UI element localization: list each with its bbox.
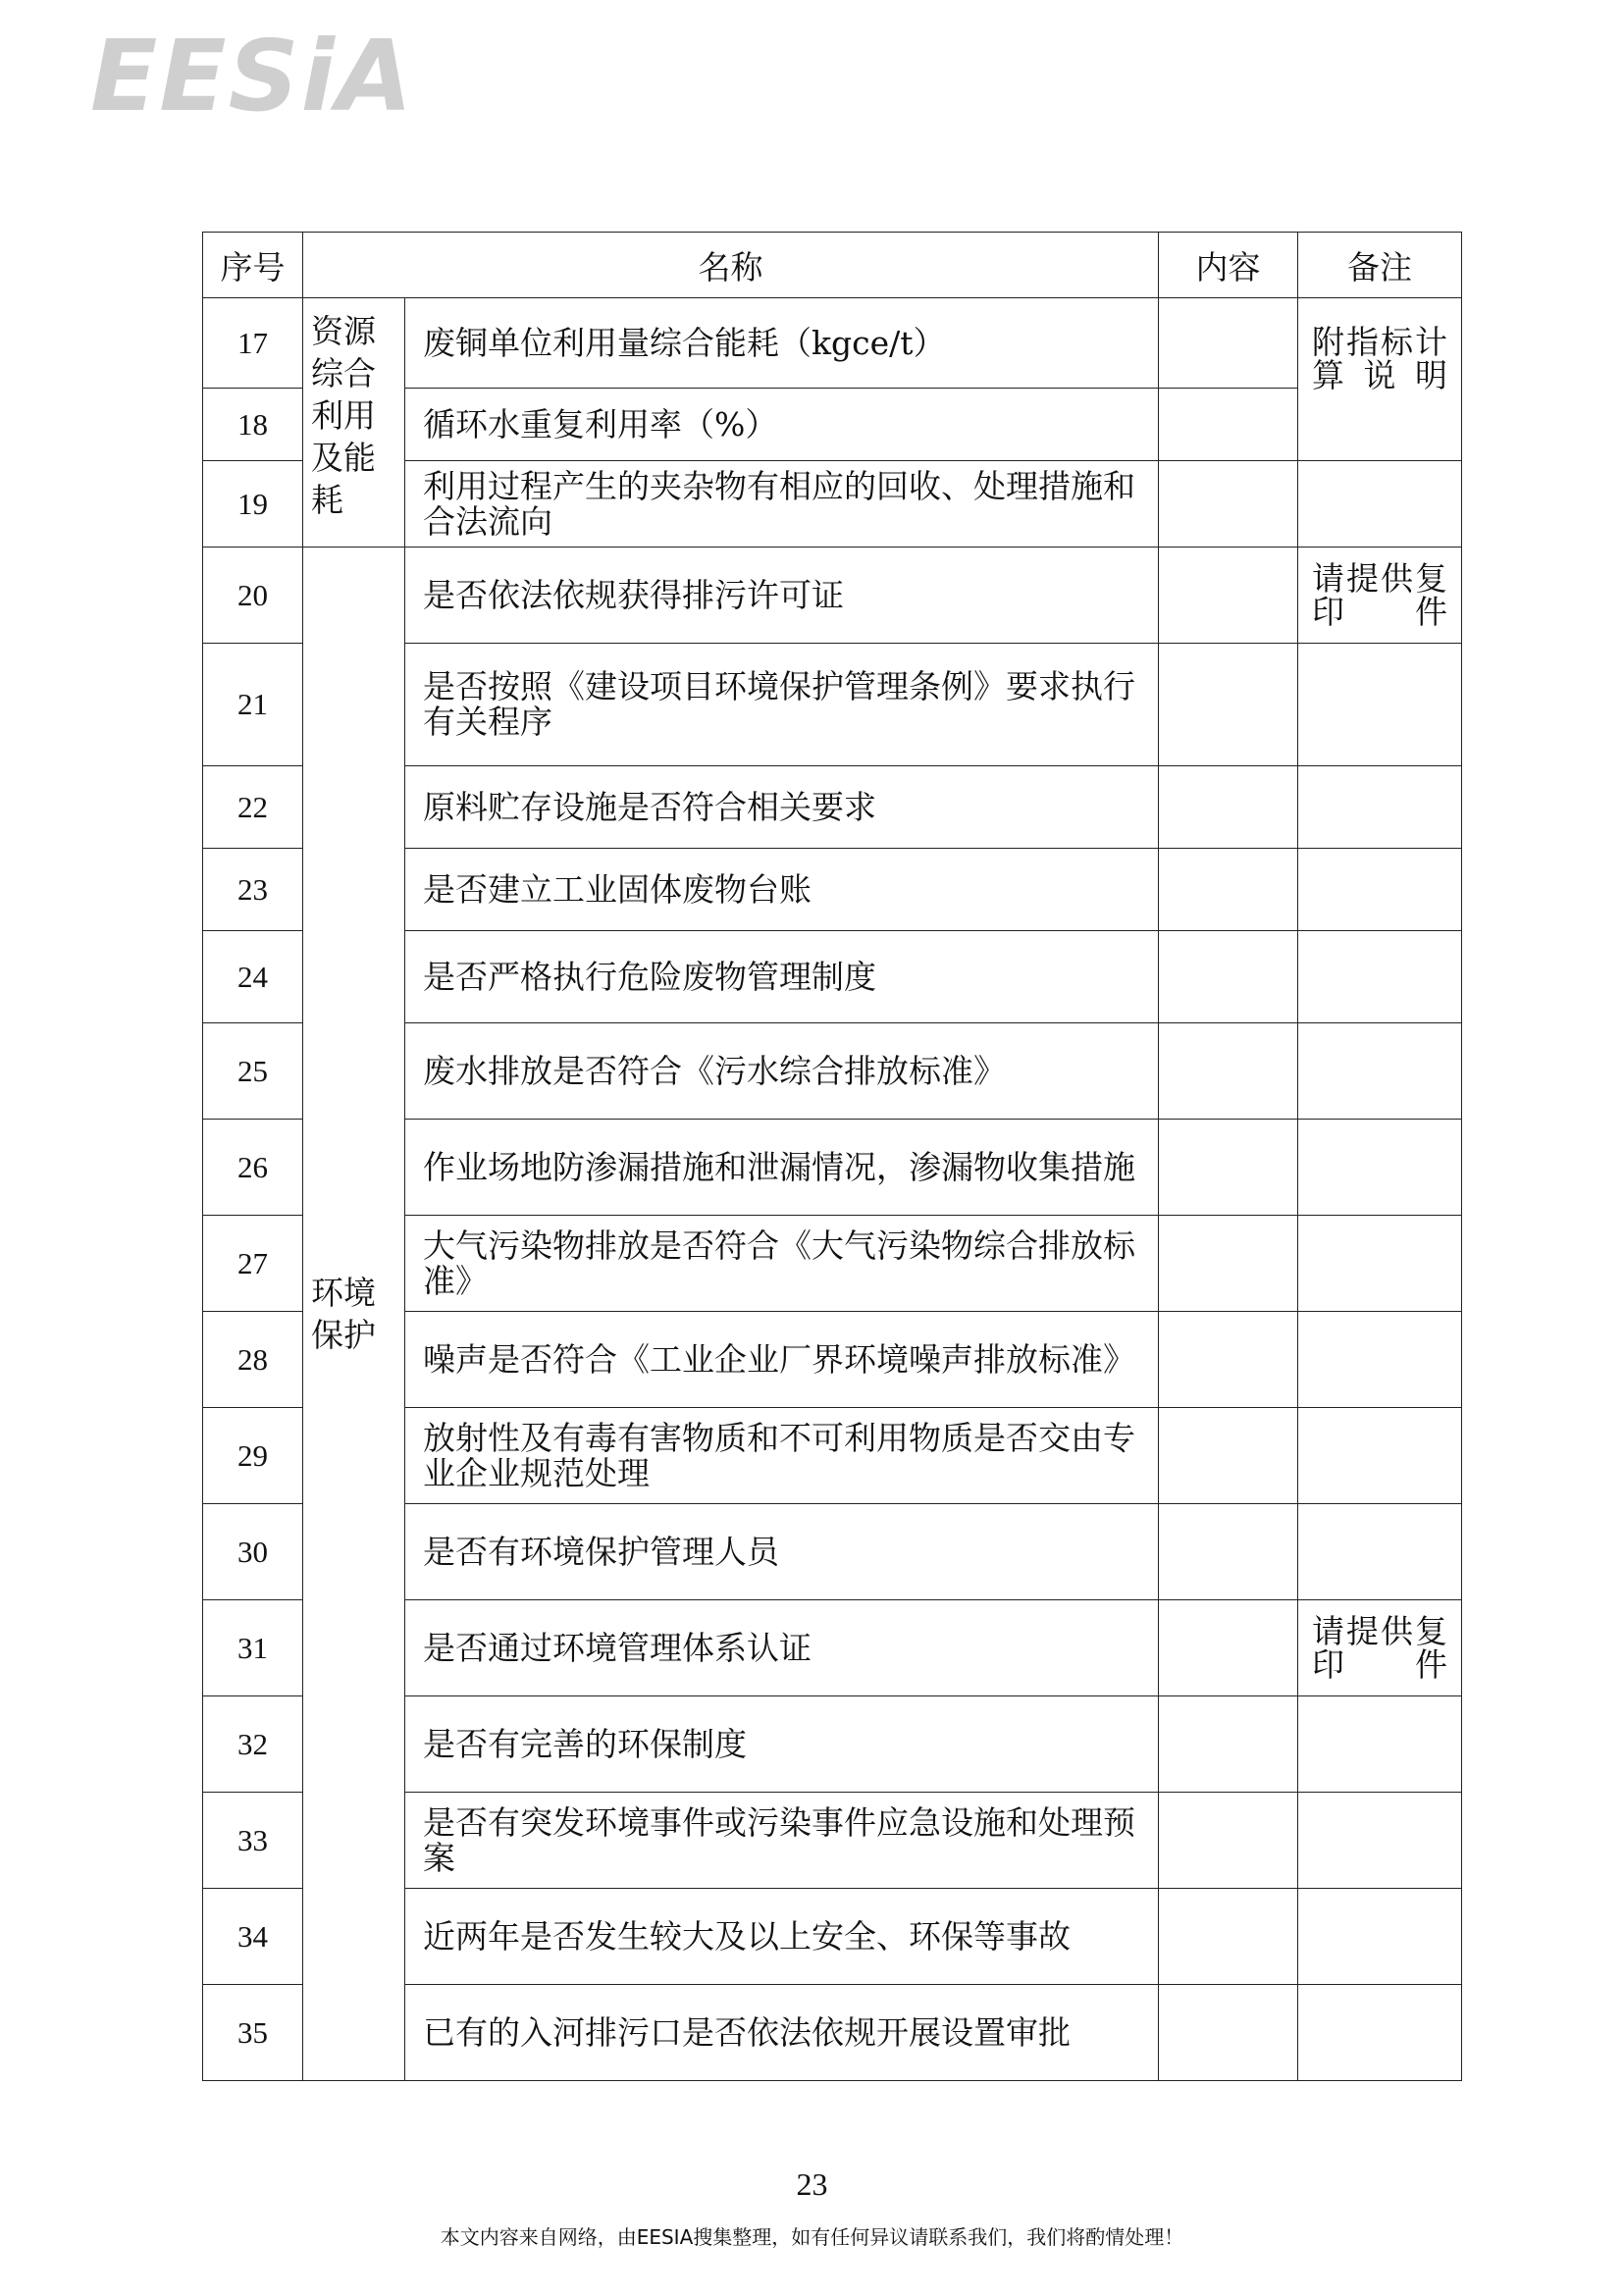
row-number: 18 (203, 389, 303, 461)
row-name: 是否有环境保护管理人员 (405, 1504, 1159, 1600)
row-content-cell (1159, 644, 1298, 766)
row-number: 21 (203, 644, 303, 766)
row-note-cell (1298, 1504, 1462, 1600)
eesia-logo: EESiA (90, 19, 415, 133)
row-name: 是否通过环境管理体系认证 (405, 1600, 1159, 1696)
row-content-cell (1159, 1696, 1298, 1793)
row-note-cell (1298, 644, 1462, 766)
page-number: 23 (796, 2166, 828, 2202)
header-name: 名称 (303, 233, 1159, 298)
row-number: 33 (203, 1793, 303, 1889)
row-note-cell (1298, 1793, 1462, 1889)
row-number: 23 (203, 849, 303, 931)
row-number: 29 (203, 1408, 303, 1504)
row-number: 35 (203, 1985, 303, 2081)
row-note-cell (1298, 1985, 1462, 2081)
row-name: 是否有完善的环保制度 (405, 1696, 1159, 1793)
row-content-cell (1159, 1120, 1298, 1216)
row-note-cell (1298, 1408, 1462, 1504)
row-note-cell (1298, 931, 1462, 1023)
row-note-cell (1298, 1696, 1462, 1793)
note-indicator-calc: 附指标计算说明 (1298, 298, 1462, 461)
row-note-cell (1298, 1216, 1462, 1312)
row-content-cell (1159, 766, 1298, 849)
row-content-cell (1159, 1312, 1298, 1408)
row-name: 是否依法依规获得排污许可证 (405, 548, 1159, 644)
row-note-cell (1298, 461, 1462, 548)
row-name: 是否有突发环境事件或污染事件应急设施和处理预案 (405, 1793, 1159, 1889)
category-environment: 环境保护 (303, 548, 405, 2081)
row-number: 22 (203, 766, 303, 849)
row-content-cell (1159, 1793, 1298, 1889)
row-number: 20 (203, 548, 303, 644)
header-content: 内容 (1159, 233, 1298, 298)
row-note-cell (1298, 1312, 1462, 1408)
row-number: 30 (203, 1504, 303, 1600)
row-note-cell (1298, 1120, 1462, 1216)
row-name: 原料贮存设施是否符合相关要求 (405, 766, 1159, 849)
row-number: 24 (203, 931, 303, 1023)
header-remark: 备注 (1298, 233, 1462, 298)
row-name: 废铜单位利用量综合能耗（kgce/t） (405, 298, 1159, 389)
row-note-cell (1298, 849, 1462, 931)
category-resource: 资源综合利用及能耗 (303, 298, 405, 548)
row-number: 28 (203, 1312, 303, 1408)
row-number: 26 (203, 1120, 303, 1216)
row-number: 34 (203, 1889, 303, 1985)
row-content-cell (1159, 389, 1298, 461)
row-content-cell (1159, 1504, 1298, 1600)
row-content-cell (1159, 1889, 1298, 1985)
row-name: 放射性及有毒有害物质和不可利用物质是否交由专业企业规范处理 (405, 1408, 1159, 1504)
row-number: 27 (203, 1216, 303, 1312)
row-name: 大气污染物排放是否符合《大气污染物综合排放标准》 (405, 1216, 1159, 1312)
row-name: 废水排放是否符合《污水综合排放标准》 (405, 1023, 1159, 1120)
row-name: 作业场地防渗漏措施和泄漏情况，渗漏物收集措施 (405, 1120, 1159, 1216)
footer-disclaimer: 本文内容来自网络，由EESIA搜集整理，如有任何异议请联系我们，我们将酌情处理！ (440, 2225, 1184, 2249)
row-name: 循环水重复利用率（%） (405, 389, 1159, 461)
note-provide-copy: 请提供复印件 (1298, 548, 1462, 644)
table-header-row (203, 233, 1462, 298)
row-number: 19 (203, 461, 303, 548)
row-note-cell (1298, 766, 1462, 849)
row-number: 32 (203, 1696, 303, 1793)
table-row (203, 298, 1462, 389)
indicator-table (202, 232, 1462, 2081)
row-content-cell (1159, 931, 1298, 1023)
row-content-cell (1159, 1985, 1298, 2081)
row-name: 是否严格执行危险废物管理制度 (405, 931, 1159, 1023)
row-name: 是否按照《建设项目环境保护管理条例》要求执行有关程序 (405, 644, 1159, 766)
row-name: 噪声是否符合《工业企业厂界环境噪声排放标准》 (405, 1312, 1159, 1408)
header-seq: 序号 (203, 233, 303, 298)
row-content-cell (1159, 849, 1298, 931)
note-provide-copy: 请提供复印件 (1298, 1600, 1462, 1696)
row-name: 是否建立工业固体废物台账 (405, 849, 1159, 931)
table-row (203, 548, 1462, 644)
row-number: 17 (203, 298, 303, 389)
row-content-cell (1159, 1408, 1298, 1504)
row-number: 31 (203, 1600, 303, 1696)
row-content-cell (1159, 298, 1298, 389)
row-number: 25 (203, 1023, 303, 1120)
row-content-cell (1159, 1216, 1298, 1312)
row-name: 已有的入河排污口是否依法依规开展设置审批 (405, 1985, 1159, 2081)
row-content-cell (1159, 461, 1298, 548)
row-content-cell (1159, 548, 1298, 644)
row-content-cell (1159, 1023, 1298, 1120)
row-name: 近两年是否发生较大及以上安全、环保等事故 (405, 1889, 1159, 1985)
row-note-cell (1298, 1889, 1462, 1985)
row-note-cell (1298, 1023, 1462, 1120)
row-name: 利用过程产生的夹杂物有相应的回收、处理措施和合法流向 (405, 461, 1159, 548)
row-content-cell (1159, 1600, 1298, 1696)
